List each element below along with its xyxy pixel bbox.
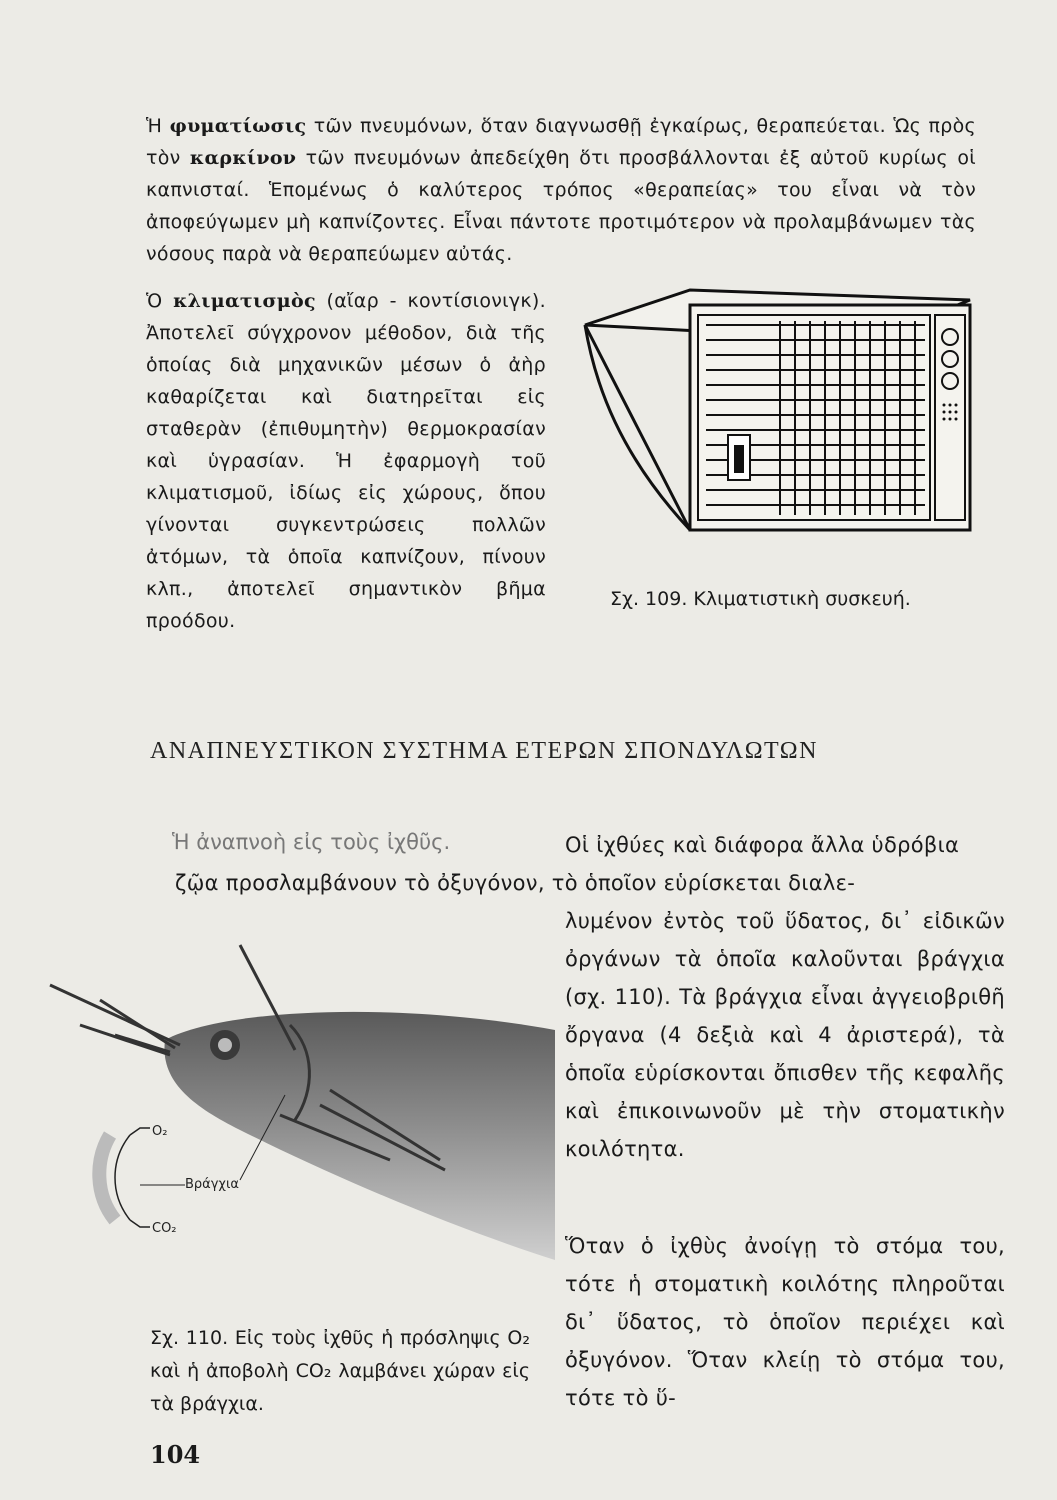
- term-air-conditioning: κλιματισμὸς: [173, 290, 316, 312]
- term-tuberculosis: φυματίωσις: [169, 115, 307, 137]
- figure-110-caption: Σχ. 110. Εἰς τοὺς ἰχθῦς ἡ πρόσληψις O₂ καὶ ἡ ἀποβολὴ CO₂ λαμβάνει χώραν εἰς τὰ βράγχια.: [150, 1327, 530, 1415]
- label-o2: O₂: [152, 1124, 168, 1139]
- fish-text-line-2: ζῷα προσλαμβάνουν τὸ ὀξυγόνον, τὸ ὁποῖον εὑρίσκεται διαλε-: [175, 871, 856, 895]
- label-gills: Βράγχια: [185, 1177, 239, 1192]
- section-heading: ΑΝΑΠΝΕΥΣΤΙΚΟΝ ΣΥΣΤΗΜΑ ΕΤΕΡΩΝ ΣΠΟΝΔΥΛΩΤΩΝ: [150, 738, 818, 764]
- fish-text-line-1: Οἱ ἰχθύες καὶ διάφορα ἄλλα ὑδρόβια: [565, 833, 960, 857]
- term-cancer: καρκίνον: [189, 147, 297, 169]
- fish-gills-photo: [40, 930, 560, 1270]
- page-number: 104: [150, 1440, 201, 1469]
- figure-109-caption: Σχ. 109. Κλιματιστικὴ συσκευή.: [610, 588, 911, 610]
- air-conditioner-illustration: [580, 285, 980, 585]
- fish-text-paragraph-2: Ὅταν ὁ ἰχθὺς ἀνοίγῃ τὸ στόμα του, τότε ἡ στοματικὴ κοιλότης πληροῦται δι᾽ ὕδατος, τὸ ὁποῖον περιέχει καὶ ὀξυγόνον. Ὅταν κλείῃ τὸ στόμα του, τότε τὸ ὕ-: [565, 1234, 1005, 1410]
- paragraph-air-conditioning: Ὁ κλιματισμὸς (αἴαρ - κοντίσιονιγκ). Ἀποτελεῖ σύγχρονον μέθοδον, διὰ τῆς ὁποίας διὰ μηχανικῶν μέσων ὁ ἀὴρ καθαρίζεται καὶ διατηρεῖται εἰς σταθερὰν (ἐπιθυμητὴν) θερμοκρασίαν καὶ ὑγρασίαν. Ἡ ἐφαρμογὴ τοῦ κλιματισμοῦ, ἰδίως εἰς χώρους, ὅπου γίνονται συγκεντρώσεις πολλῶν ἀτόμων, τὰ ὁποῖα καπνίζουν, πίνουν κλπ., ἀποτελεῖ σημαντικὸν βῆμα προόδου.: [146, 290, 546, 632]
- paragraph-tuberculosis: Ἡ φυματίωσις τῶν πνευμόνων, ὅταν διαγνωσθῇ ἐγκαίρως, θεραπεύεται. Ὡς πρὸς τὸν καρκίνον τῶν πνευμόνων ἀπεδείχθη ὅτι προσβάλλονται ἐξ αὐτοῦ κυρίως οἱ καπνισταί. Ἑπομένως ὁ καλύτερος τρόπος «θεραπείας» του εἶναι νὰ τὸν ἀποφεύγωμεν μὴ καπνίζοντες. Εἶναι πάντοτε προτιμότερον νὰ προλαμβάνωμεν τὰς νόσους παρὰ νὰ θεραπεύωμεν αὐτάς.: [146, 115, 977, 265]
- fish-text-column: λυμένον ἐντὸς τοῦ ὕδατος, δι᾽ εἰδικῶν ὀργάνων τὰ ὁποῖα καλοῦνται βράγχια (σχ. 110). Τὰ βράγχια εἶναι ἀγγειοβριθῆ ὄργανα (4 δεξιὰ καὶ 4 ἀριστερά), τὰ ὁποῖα εὑρίσκονται ὄπισθεν τῆς κεφαλῆς καὶ ἐπικοινωνοῦν μὲ τὴν στοματικὴν κοιλότητα.: [565, 909, 1005, 1161]
- fish-intro-heading: Ἡ ἀναπνοὴ εἰς τοὺς ἰχθῦς.: [172, 830, 451, 854]
- label-co2: CO₂: [152, 1221, 177, 1236]
